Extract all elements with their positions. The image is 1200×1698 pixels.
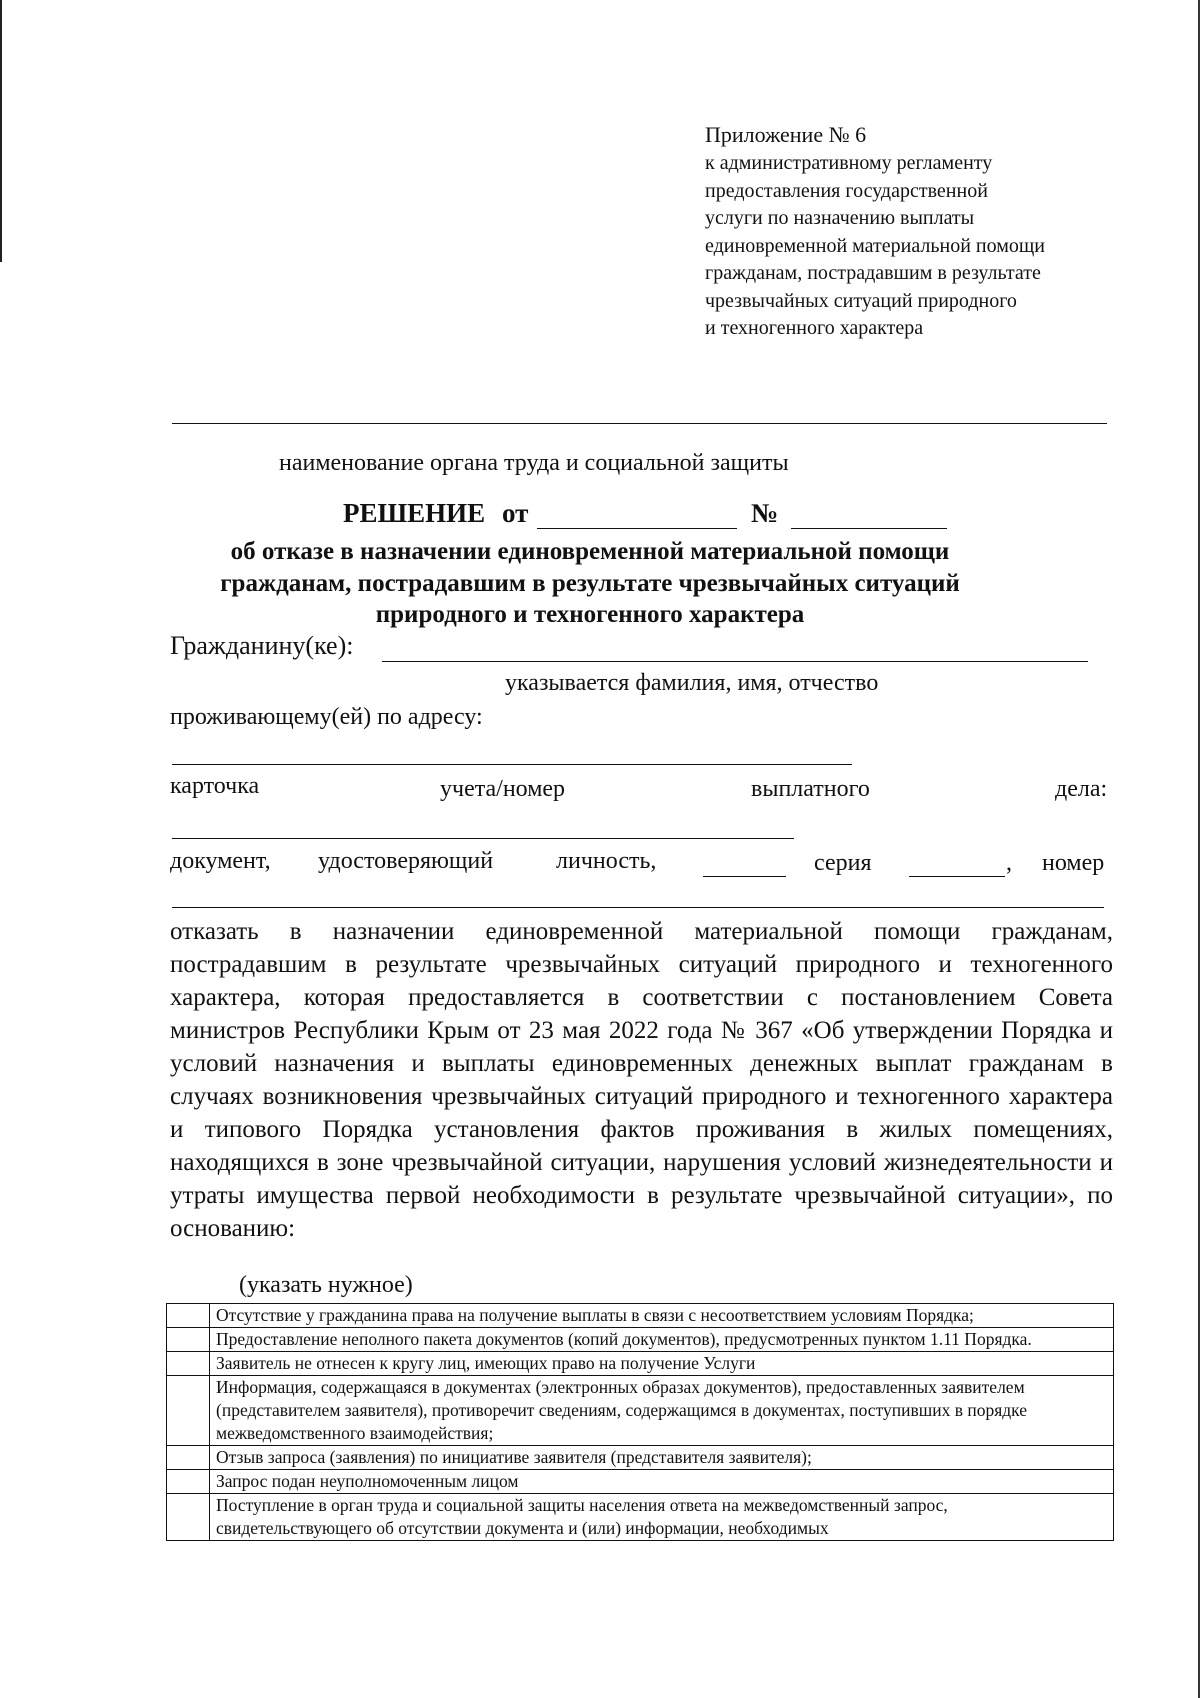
citizen-label: Гражданину(ке): (170, 631, 354, 660)
document-type-blank (703, 876, 786, 877)
table-row (167, 1328, 1114, 1352)
table-row (167, 1494, 1114, 1541)
refusal-reasons-table (166, 1303, 1114, 1541)
document-word-3: личность, (556, 848, 657, 874)
appendix-line: и техногенного характера (705, 317, 924, 339)
document-series-label: серия (814, 850, 872, 876)
document-number-label: номер (1042, 850, 1105, 876)
decision-subtitle: об отказе в назначении единовременной материальной помощи гражданам, пострадавшим в результате чрезвычайных ситуаций природного и техногенного характера (220, 538, 960, 628)
reason-text: Поступление в орган труда и социальной защиты населения ответа на межведомственный запрос, свидетельствующего об отсутствии документа и (или) информации, необходимых (210, 1494, 1114, 1541)
citizen-name-line (382, 661, 1088, 662)
document-series-blank (909, 876, 1005, 877)
decision-from: от (502, 498, 529, 528)
appendix-line: услуги по назначению выплаты (705, 207, 975, 229)
document-comma: , (1006, 850, 1012, 876)
table-row (167, 1376, 1114, 1446)
reason-checkbox-cell[interactable] (167, 1352, 210, 1376)
table-row (167, 1304, 1114, 1328)
appendix-line: гражданам, пострадавшим в результате (705, 262, 1041, 284)
reason-text: Отзыв запроса (заявления) по инициативе заявителя (представителя заявителя); (210, 1446, 1114, 1470)
document-word-1: документ, (170, 848, 271, 874)
decision-date-blank (537, 528, 737, 529)
appendix-line: предоставления государственной (705, 179, 988, 202)
scan-edge-left (0, 0, 2, 262)
appendix-line: чрезвычайных ситуаций природного (705, 289, 1017, 312)
table-row (167, 1470, 1114, 1494)
reason-checkbox-cell[interactable] (167, 1328, 210, 1352)
address-label: проживающему(ей) по адресу: (170, 704, 483, 730)
card-word-1: карточка (170, 773, 260, 799)
reason-checkbox-cell[interactable] (167, 1304, 210, 1328)
reason-checkbox-cell[interactable] (167, 1376, 210, 1446)
decision-body-text: отказать в назначении единовременной материальной помощи гражданам, пострадавшим в результате чрезвычайных ситуаций природного и техногенного характера, которая предоставляется в соответствии с постановлением Совета министров Республики Крым от 23 мая 2022 года № 367 «Об утверждении Порядка и условий назначения и выплаты единовременных денежных выплат гражданам в случаях возникновения чрезвычайных ситуаций природного и техногенного характера и типового Порядка установления фактов проживания в жилых помещениях, находящихся в зоне чрезвычайной ситуации, нарушения условий жизнедеятельности и утраты имущества первой необходимости в результате чрезвычайной ситуации», по основанию: (170, 918, 1113, 1242)
org-name-line (172, 423, 1107, 424)
reason-checkbox-cell[interactable] (167, 1494, 210, 1541)
appendix-line: к административному регламенту (705, 152, 993, 174)
table-row (167, 1352, 1114, 1376)
reason-checkbox-cell[interactable] (167, 1446, 210, 1470)
reason-text: Заявитель не отнесен к кругу лиц, имеющих право на получение Услуги (210, 1352, 1114, 1376)
reason-checkbox-cell[interactable] (167, 1470, 210, 1494)
fio-caption: указывается фамилия, имя, отчество (505, 670, 879, 696)
decision-word: РЕШЕНИЕ (343, 498, 486, 528)
indicate-needed-caption: (указать нужное) (239, 1272, 413, 1298)
document-number-line (172, 907, 1104, 908)
document-word-2: удостоверяющий (318, 848, 494, 874)
reason-text: Предоставление неполного пакета документов (копий документов), предусмотренных пунктом 1.11 Порядка. (210, 1328, 1114, 1352)
appendix-line: единовременной материальной помощи (705, 234, 1045, 257)
org-name-caption: наименование органа труда и социальной защиты (279, 450, 789, 476)
table-row (167, 1446, 1114, 1470)
card-word-2: учета/номер (440, 776, 566, 802)
appendix-header (705, 120, 1165, 343)
appendix-title: Приложение № 6 (705, 122, 867, 147)
decision-number-sign: № (751, 498, 779, 528)
reason-text: Отсутствие у гражданина права на получение выплаты в связи с несоответствием условиям Порядка; (210, 1304, 1114, 1328)
card-word-4: дела: (1055, 776, 1108, 802)
decision-number-blank (791, 528, 947, 529)
card-number-line (172, 838, 794, 839)
reason-text: Запрос подан неуполномоченным лицом (210, 1470, 1114, 1494)
address-line (172, 764, 852, 765)
card-word-3: выплатного (751, 776, 870, 802)
reason-text: Информация, содержащаяся в документах (электронных образах документов), предоставленных заявителем (представителем заявителя), противоречит сведениям, содержащимся в документах, поступивших в порядке межведомственного взаимодействия; (210, 1376, 1114, 1446)
